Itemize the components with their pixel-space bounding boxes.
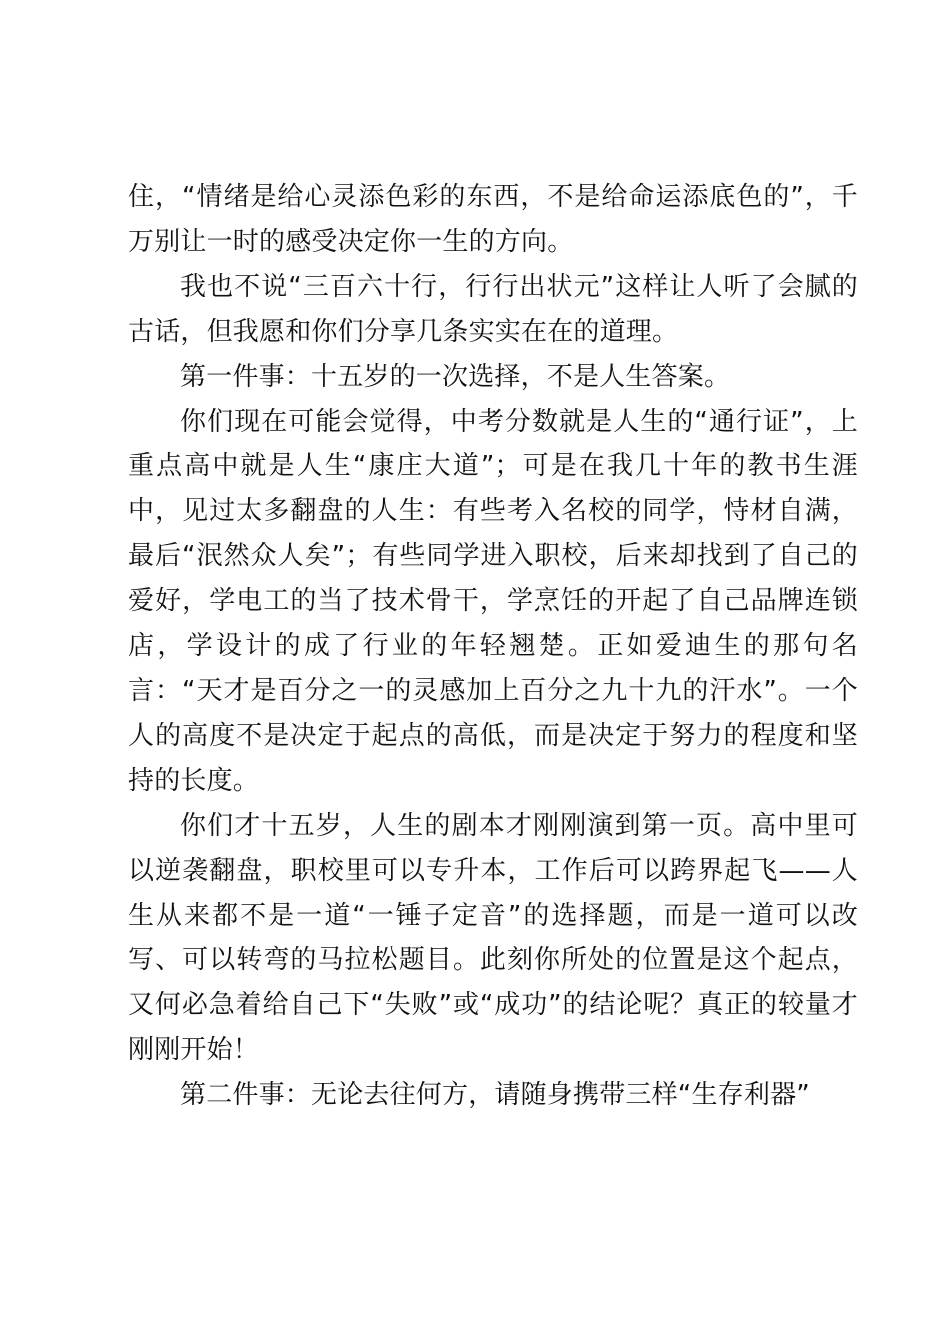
body-text	[128, 175, 858, 1118]
paragraph-2: 我也不说“三百六十行，行行出状元”这样让人听了会腻的古话，但我愿和你们分享几条实实在在的道理。	[128, 271, 858, 347]
paragraph-4: 你们现在可能会觉得，中考分数就是人生的“通行证”，上重点高中就是人生“康庄大道”；可是在我几十年的教书生涯中，见过太多翻盘的人生：有些考入名校的同学，恃材自满，最后“泯然众人矣”；有些同学进入职校，后来却找到了自己的爱好，学电工的当了技术骨干，学烹饪的开起了自己品牌连锁店，学设计的成了行业的年轻翘楚。正如爱迪生的那句名言：“天才是百分之一的灵感加上百分之九十九的汗水”。一个人的高度不是决定于起点的高低，而是决定于努力的程度和坚持的长度。	[128, 406, 858, 796]
paragraph-6-heading: 第二件事：无论去往何方，请随身携带三样“生存利器”	[180, 1080, 810, 1111]
paragraph-5: 你们才十五岁，人生的剧本才刚刚演到第一页。高中里可以逆袭翻盘，职校里可以专升本，工作后可以跨界起飞——人生从来都不是一道“一锤子定音”的选择题，而是一道可以改写、可以转弯的马拉松题目。此刻你所处的位置是这个起点，又何必急着给自己下“失败”或“成功”的结论呢？真正的较量才刚刚开始！	[128, 810, 858, 1066]
paragraph-1: 住，“情绪是给心灵添色彩的东西，不是给命运添底色的”，千万别让一时的感受决定你一生的方向。	[128, 182, 858, 257]
paragraph-3-heading: 第一件事：十五岁的一次选择，不是人生答案。	[180, 361, 731, 392]
